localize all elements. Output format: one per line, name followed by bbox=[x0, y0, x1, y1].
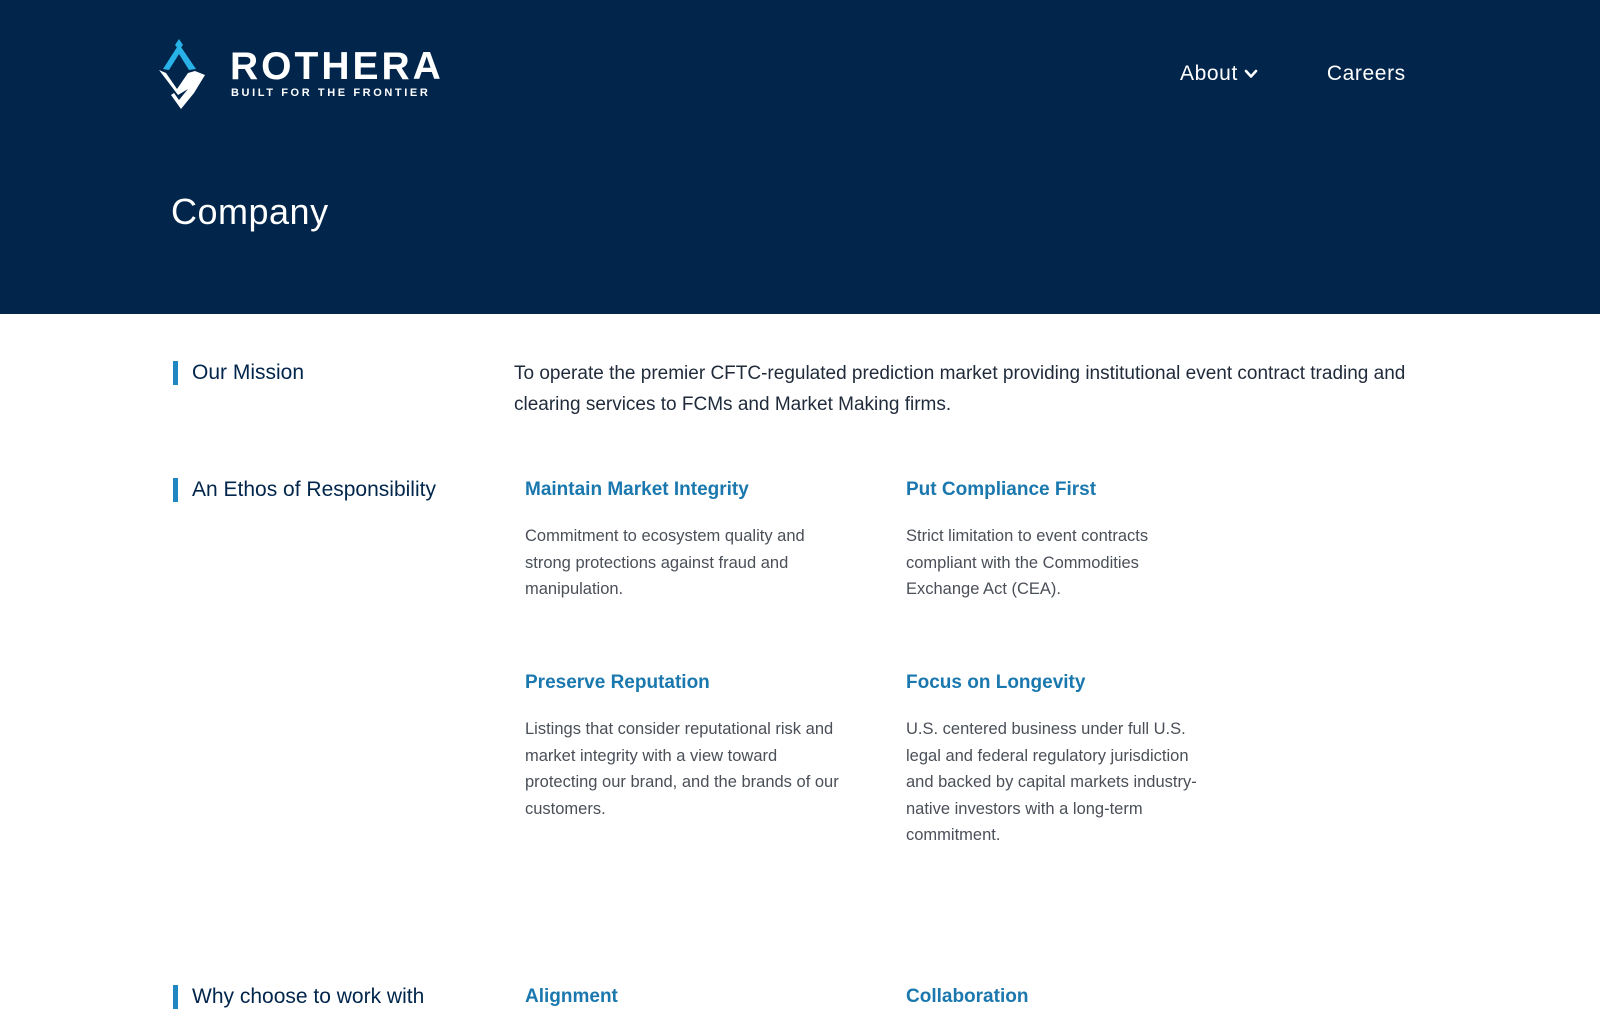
why-card-collaboration bbox=[906, 984, 1224, 1010]
ethos-card-body: Listings that consider reputational risk and market integrity with a view toward protecting our brand, and the brands of our customers. bbox=[525, 720, 839, 818]
brand-logo-link[interactable] bbox=[158, 38, 444, 112]
page-title: Company bbox=[171, 191, 329, 232]
mission-text: To operate the premier CFTC-regulated prediction market providing institutional event contract trading and clearing services to FCMs and Market Making firms. bbox=[514, 363, 1406, 415]
brand-name: ROTHERA bbox=[230, 45, 444, 88]
why-card-title: Alignment bbox=[525, 986, 618, 1007]
nav-careers-link[interactable] bbox=[1327, 59, 1406, 89]
nav-about-label: About bbox=[1180, 62, 1238, 85]
section-label-why: Why choose to work with bbox=[173, 985, 424, 1009]
nav-about-menu[interactable] bbox=[1180, 59, 1259, 89]
section-label-mission: Our Mission bbox=[173, 361, 304, 385]
ethos-card-body: U.S. centered business under full U.S. legal and federal regulatory jurisdiction and backed by capital markets industry-native investors with a long-term commitment. bbox=[906, 720, 1197, 845]
rothera-logo-icon bbox=[158, 38, 206, 112]
ethos-card-longevity bbox=[906, 670, 1204, 849]
ethos-card-title: Focus on Longevity bbox=[906, 672, 1086, 693]
why-card-title: Collaboration bbox=[906, 986, 1029, 1007]
ethos-card-body: Commitment to ecosystem quality and strong protections against fraud and manipulation. bbox=[525, 527, 805, 599]
ethos-card-compliance bbox=[906, 477, 1206, 603]
ethos-card-integrity bbox=[525, 477, 843, 603]
main-nav bbox=[1180, 58, 1406, 90]
section-label-ethos: An Ethos of Responsibility bbox=[173, 478, 436, 502]
why-card-alignment bbox=[525, 984, 843, 1010]
brand-tagline: BUILT FOR THE FRONTIER bbox=[231, 87, 431, 99]
chevron-down-icon bbox=[1243, 66, 1259, 82]
ethos-card-body: Strict limitation to event contracts compliant with the Commodities Exchange Act (CEA). bbox=[906, 527, 1149, 599]
ethos-card-title: Put Compliance First bbox=[906, 479, 1097, 500]
ethos-card-title: Preserve Reputation bbox=[525, 672, 710, 693]
hero-header bbox=[0, 0, 1600, 314]
nav-careers-label: Careers bbox=[1326, 62, 1406, 85]
ethos-card-reputation bbox=[525, 670, 843, 822]
ethos-card-title: Maintain Market Integrity bbox=[525, 479, 749, 500]
